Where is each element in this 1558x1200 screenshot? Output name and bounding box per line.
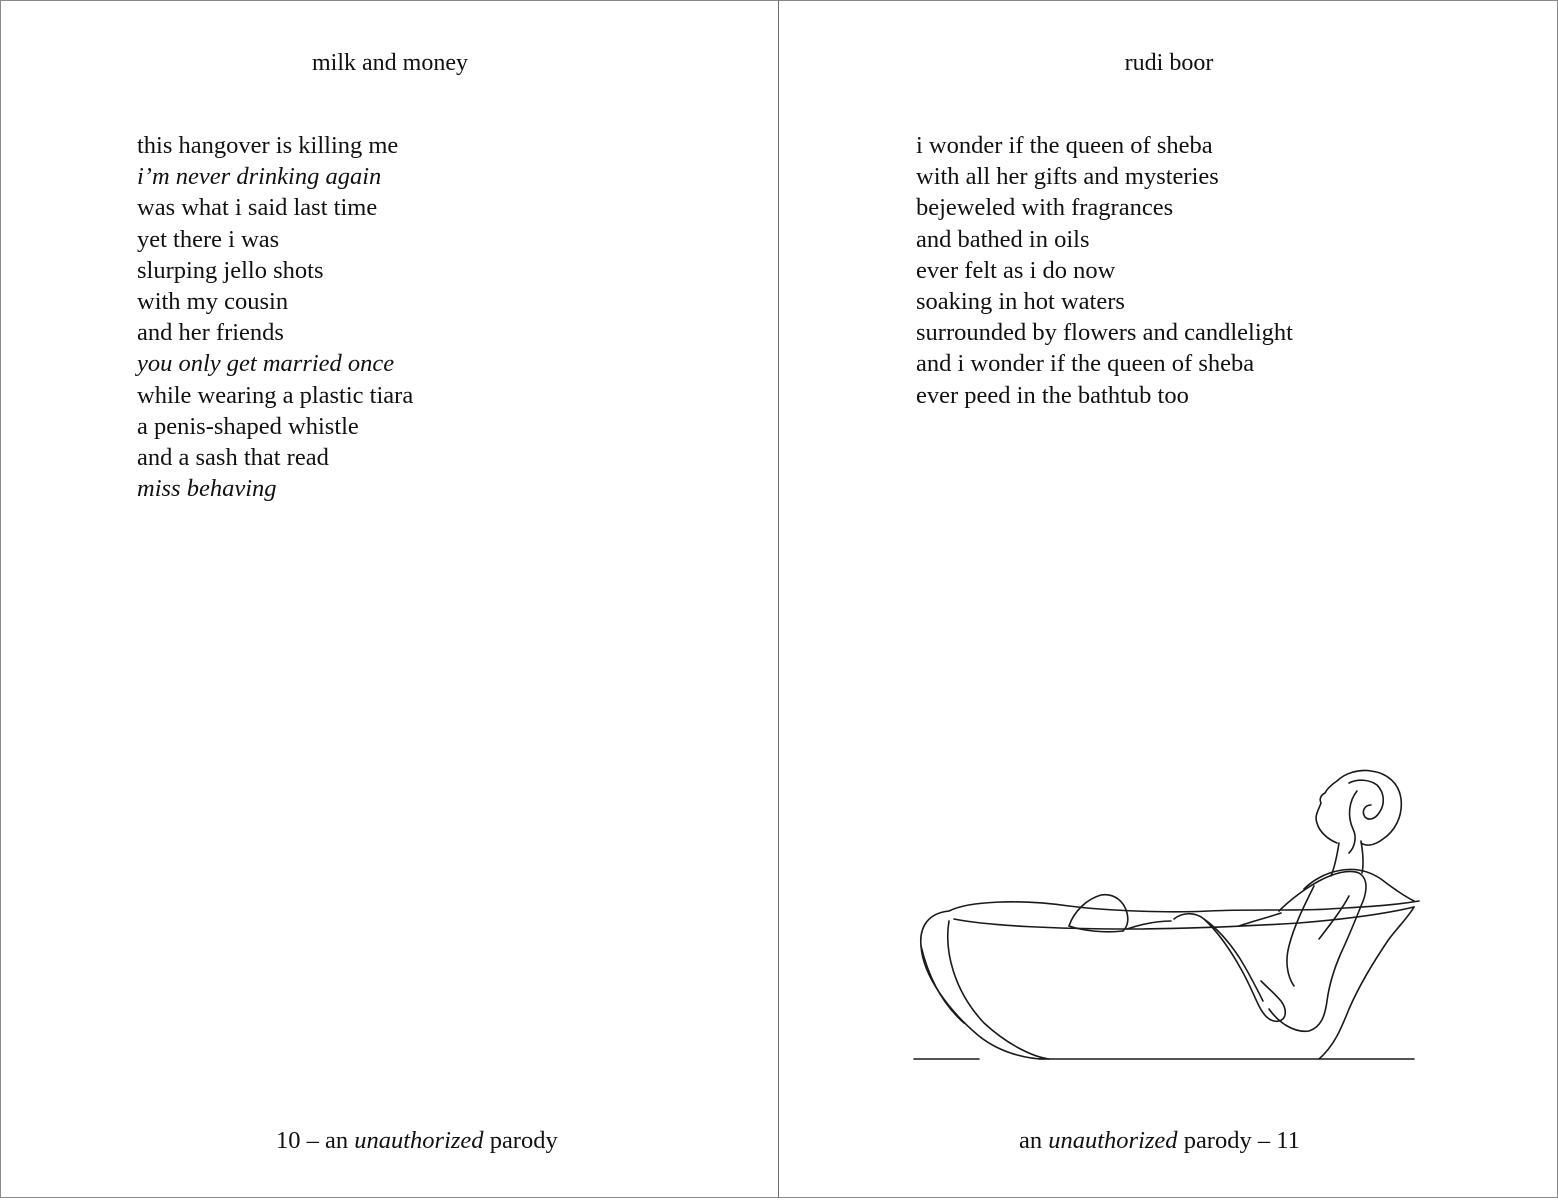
- poem-line: and i wonder if the queen of sheba: [916, 350, 1255, 378]
- poem-line: soaking in hot waters: [916, 288, 1125, 316]
- water-swirl: [1127, 913, 1281, 929]
- poem-line: and bathed in oils: [916, 225, 1090, 253]
- right-page: [778, 0, 1558, 1198]
- footer-text: – an: [300, 1127, 355, 1154]
- poem-line: while wearing a plastic tiara: [137, 381, 414, 409]
- book-spine: [778, 0, 779, 1198]
- footer-text: parody: [483, 1127, 558, 1154]
- page-number: 10: [276, 1127, 301, 1154]
- torso: [1269, 871, 1366, 1031]
- tub-right-side: [1319, 907, 1414, 1059]
- footer-text: an: [1019, 1127, 1049, 1154]
- running-head-right: rudi boor: [1124, 50, 1214, 76]
- poem-line: and a sash that read: [137, 444, 329, 472]
- poem-line: ever felt as i do now: [916, 256, 1116, 284]
- poem-line: slurping jello shots: [137, 256, 324, 284]
- poem-line: and her friends: [137, 319, 284, 347]
- poem-line-italic: i’m never drinking again: [137, 163, 382, 191]
- poem-line: was what i said last time: [137, 194, 378, 222]
- poem-left: [137, 130, 413, 504]
- poem-line: with my cousin: [137, 288, 289, 316]
- bathtub-woman-illustration: [909, 761, 1429, 1071]
- footer-text: parody –: [1177, 1127, 1277, 1154]
- tub-body: [948, 921, 1049, 1059]
- knees: [1069, 895, 1128, 931]
- page-number: 11: [1276, 1127, 1300, 1154]
- arm: [1174, 914, 1285, 1022]
- poem-line: a penis-shaped whistle: [137, 412, 359, 440]
- poem-line: yet there i was: [137, 225, 280, 253]
- page-footer-left: [276, 1125, 558, 1157]
- tub-rim-inner: [954, 907, 1414, 929]
- poem-line: surrounded by flowers and candlelight: [916, 319, 1293, 347]
- poem-line: bejeweled with fragrances: [916, 194, 1174, 222]
- footer-italic: unauthorized: [354, 1127, 484, 1154]
- poem-line-italic: miss behaving: [137, 475, 277, 503]
- hair: [1349, 780, 1383, 819]
- poem-right: [916, 130, 1293, 411]
- running-head-left: milk and money: [312, 50, 468, 76]
- footer-italic: unauthorized: [1048, 1127, 1178, 1154]
- poem-line: this hangover is killing me: [137, 132, 399, 159]
- poem-line: i wonder if the queen of sheba: [916, 132, 1213, 159]
- left-page: [0, 0, 780, 1198]
- head: [1316, 770, 1401, 845]
- poem-line-italic: you only get married once: [137, 350, 395, 378]
- poem-line: ever peed in the bathtub too: [916, 381, 1189, 409]
- poem-line: with all her gifts and mysteries: [916, 163, 1219, 191]
- page-footer-right: [1019, 1125, 1300, 1157]
